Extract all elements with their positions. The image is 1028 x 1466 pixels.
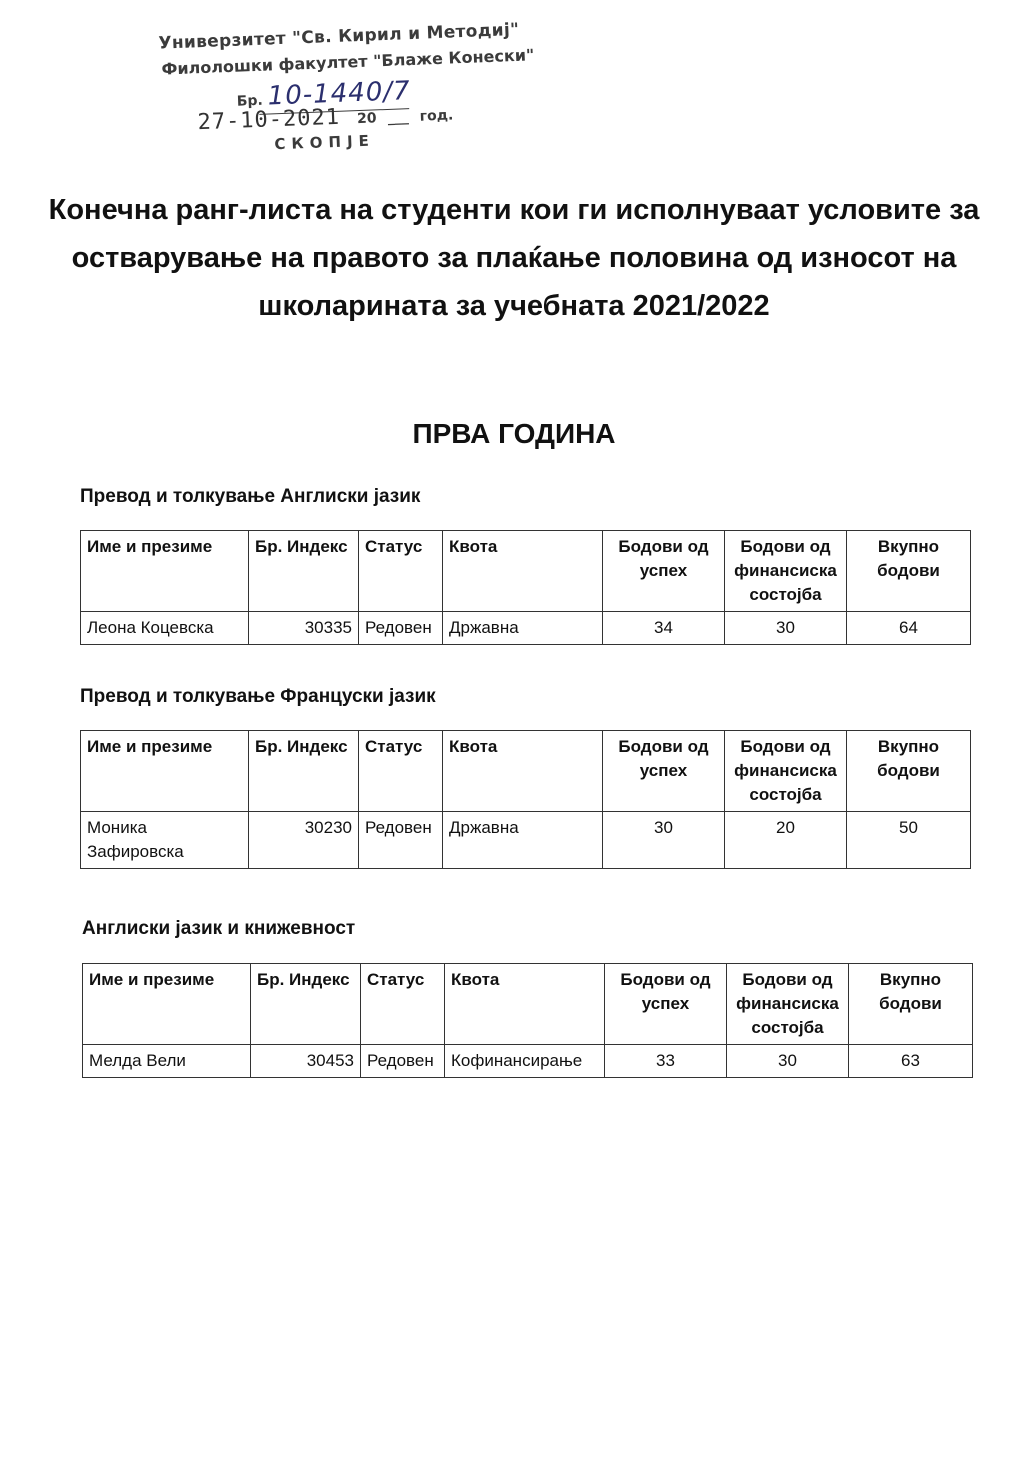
stamp-year-prefix: 20 [356, 110, 377, 128]
section-heading: Англиски јазик и книжевност [82, 918, 356, 939]
student-index: 30453 [251, 1045, 361, 1078]
col-name-header: Име и презиме [81, 531, 249, 612]
title-line-1: Конечна ранг-листа на студенти кои ги исполнуваат условите за [48, 194, 980, 226]
ranking-table [80, 730, 971, 869]
student-name: Моника Зафировска [81, 812, 249, 869]
table-row [83, 1045, 973, 1078]
table-header-row [81, 531, 971, 612]
col-success-header: Бодови од успех [603, 731, 725, 812]
stamp-number-handwritten: 10-1440/7 [267, 76, 412, 112]
section-heading: Превод и толкување Англиски јазик [80, 486, 421, 507]
col-success-header: Бодови од успех [603, 531, 725, 612]
student-index: 30335 [249, 612, 359, 645]
student-success-points: 33 [605, 1045, 727, 1078]
student-index: 30230 [249, 812, 359, 869]
ranking-table [80, 530, 971, 645]
col-success-header: Бодови од успех [605, 964, 727, 1045]
col-financial-header: Бодови од финансиска состојба [727, 964, 849, 1045]
student-financial-points: 30 [727, 1045, 849, 1078]
col-index-header: Бр. Индекс [249, 731, 359, 812]
stamp-faculty: Филолошки факултет "Блаже Конески" [161, 45, 535, 79]
student-success-points: 34 [603, 612, 725, 645]
student-name: Леона Коцевска [81, 612, 249, 645]
student-total-points: 63 [849, 1045, 973, 1078]
stamp-university: Универзитет "Св. Кирил и Методиј" [158, 19, 520, 54]
table-row [81, 612, 971, 645]
student-total-points: 64 [847, 612, 971, 645]
table-header-row [81, 731, 971, 812]
student-quota: Кофинансирање [445, 1045, 605, 1078]
stamp-year-suffix: год. [419, 107, 454, 125]
col-financial-header: Бодови од финансиска состојба [725, 531, 847, 612]
col-quota-header: Квота [445, 964, 605, 1045]
registry-stamp [150, 17, 535, 160]
document-title [30, 186, 998, 330]
col-quota-header: Квота [443, 531, 603, 612]
stamp-date-row: 27-10-2021 20 ___ год. [197, 104, 454, 136]
student-quota: Државна [443, 612, 603, 645]
student-status: Редовен [359, 612, 443, 645]
table-row [81, 812, 971, 869]
col-name-header: Име и презиме [83, 964, 251, 1045]
col-name-header: Име и презиме [81, 731, 249, 812]
stamp-city: СКОПЈЕ [274, 131, 376, 154]
student-financial-points: 30 [725, 612, 847, 645]
col-total-header: Вкупно бодови [849, 964, 973, 1045]
year-heading: ПРВА ГОДИНА [412, 418, 616, 449]
col-status-header: Статус [359, 531, 443, 612]
col-status-header: Статус [359, 731, 443, 812]
student-name: Мелда Вели [83, 1045, 251, 1078]
col-index-header: Бр. Индекс [249, 531, 359, 612]
table-header-row [83, 964, 973, 1045]
stamp-number-label: Бр. [236, 92, 264, 110]
title-line-3: школарината за учебната 2021/2022 [258, 290, 770, 322]
student-financial-points: 20 [725, 812, 847, 869]
student-success-points: 30 [603, 812, 725, 869]
student-total-points: 50 [847, 812, 971, 869]
student-status: Редовен [359, 812, 443, 869]
col-financial-header: Бодови од финансиска состојба [725, 731, 847, 812]
title-line-2: остварување на правото за плаќање половина од износот на [71, 242, 957, 274]
col-total-header: Вкупно бодови [847, 531, 971, 612]
stamp-date: 27-10-2021 [197, 104, 341, 136]
col-quota-header: Квота [443, 731, 603, 812]
student-status: Редовен [361, 1045, 445, 1078]
col-index-header: Бр. Индекс [251, 964, 361, 1045]
col-status-header: Статус [361, 964, 445, 1045]
student-quota: Државна [443, 812, 603, 869]
col-total-header: Вкупно бодови [847, 731, 971, 812]
section-heading: Превод и толкување Француски јазик [80, 686, 436, 707]
ranking-table [82, 963, 973, 1078]
